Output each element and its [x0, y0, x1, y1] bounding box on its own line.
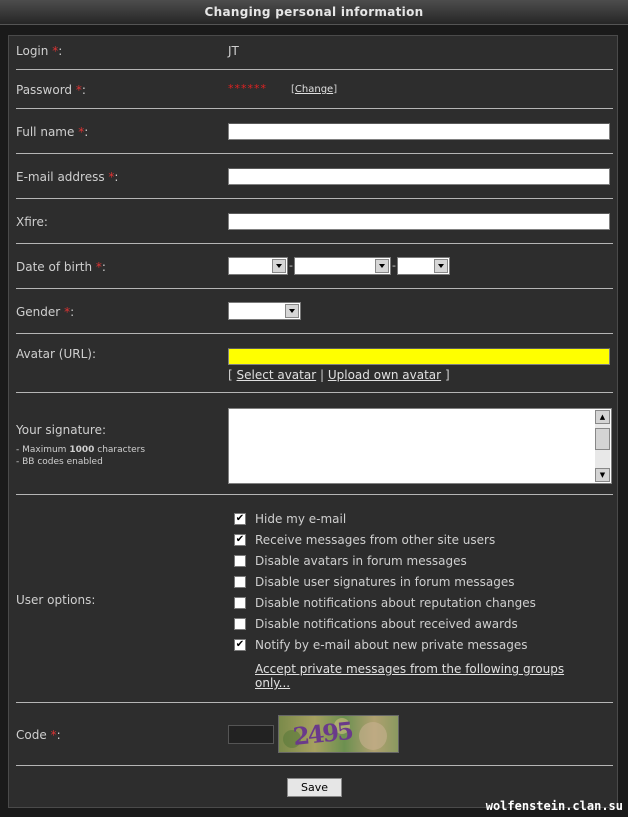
email-label: E-mail address *:: [16, 170, 119, 184]
dob-label: Date of birth *:: [16, 260, 106, 274]
accept-groups-link[interactable]: Accept private messages from the following groups only...: [255, 662, 565, 690]
chevron-down-icon: [375, 259, 389, 273]
scroll-up-icon[interactable]: ▲: [595, 410, 610, 424]
divider: [16, 243, 613, 244]
divider: [16, 392, 613, 393]
scroll-down-icon[interactable]: ▼: [595, 468, 610, 482]
divider: [16, 333, 613, 334]
checkbox[interactable]: [234, 618, 246, 630]
login-value: JT: [228, 44, 239, 58]
signature-bbcode-note: - BB codes enabled: [16, 457, 103, 467]
dob-separator: -: [289, 259, 293, 272]
gender-select[interactable]: [228, 302, 301, 320]
upload-avatar-link[interactable]: Upload own avatar: [327, 368, 442, 382]
password-label: Password *:: [16, 83, 86, 97]
full-name-input[interactable]: [228, 123, 610, 140]
xfire-label: Xfire:: [16, 215, 48, 229]
divider: [16, 494, 613, 495]
option-label: Notify by e-mail about new private messages: [255, 638, 528, 652]
avatar-links: [ Select avatar | Upload own avatar ]: [228, 368, 450, 382]
option-label: Disable notifications about received awards: [255, 617, 518, 631]
option-label: Receive messages from other site users: [255, 533, 496, 547]
divider: [16, 69, 613, 70]
site-watermark: wolfenstein.clan.su: [485, 799, 623, 813]
change-password-link[interactable]: Change: [294, 84, 334, 95]
option-label: Disable avatars in forum messages: [255, 554, 467, 568]
divider: [16, 108, 613, 109]
dob-separator: -: [392, 259, 396, 272]
profile-form: [8, 35, 618, 808]
scrollbar[interactable]: [595, 410, 610, 482]
save-button[interactable]: Save: [287, 778, 342, 797]
divider: [16, 765, 613, 766]
chevron-down-icon: [285, 304, 299, 318]
divider: [16, 288, 613, 289]
divider: [16, 153, 613, 154]
user-options-label: User options:: [16, 593, 96, 607]
dob-month-select[interactable]: [294, 257, 391, 275]
checkbox[interactable]: [234, 576, 246, 588]
code-label: Code *:: [16, 728, 61, 742]
checkbox[interactable]: ✔: [235, 534, 245, 545]
signature-textarea[interactable]: [228, 408, 612, 484]
checkbox[interactable]: [234, 555, 246, 567]
chevron-down-icon: [272, 259, 286, 273]
xfire-input[interactable]: [228, 213, 610, 230]
password-masked: ******: [228, 82, 267, 95]
email-input[interactable]: [228, 168, 610, 185]
checkbox[interactable]: [234, 597, 246, 609]
code-input[interactable]: [228, 725, 274, 744]
signature-label: Your signature:: [16, 423, 106, 437]
signature-limit-note: - Maximum 1000 characters: [16, 445, 146, 455]
dob-day-select[interactable]: [228, 257, 288, 275]
avatar-url-input[interactable]: [228, 348, 610, 365]
checkbox[interactable]: ✔: [235, 513, 245, 524]
divider: [16, 702, 613, 703]
gender-label: Gender *:: [16, 305, 75, 319]
page-title: Changing personal information: [0, 0, 628, 25]
login-label: Login *:: [16, 44, 63, 58]
option-label: Disable user signatures in forum messages: [255, 575, 515, 589]
divider: [16, 198, 613, 199]
option-label: Hide my e-mail: [255, 512, 347, 526]
scroll-thumb[interactable]: [595, 428, 610, 450]
select-avatar-link[interactable]: Select avatar: [236, 368, 317, 382]
password-change: [Change]: [291, 84, 338, 95]
captcha-image: 2495: [278, 715, 399, 753]
checkbox[interactable]: ✔: [235, 639, 245, 650]
full-name-label: Full name *:: [16, 125, 89, 139]
dob-year-select[interactable]: [397, 257, 450, 275]
option-label: Disable notifications about reputation changes: [255, 596, 536, 610]
chevron-down-icon: [434, 259, 448, 273]
avatar-label: Avatar (URL):: [16, 347, 96, 361]
